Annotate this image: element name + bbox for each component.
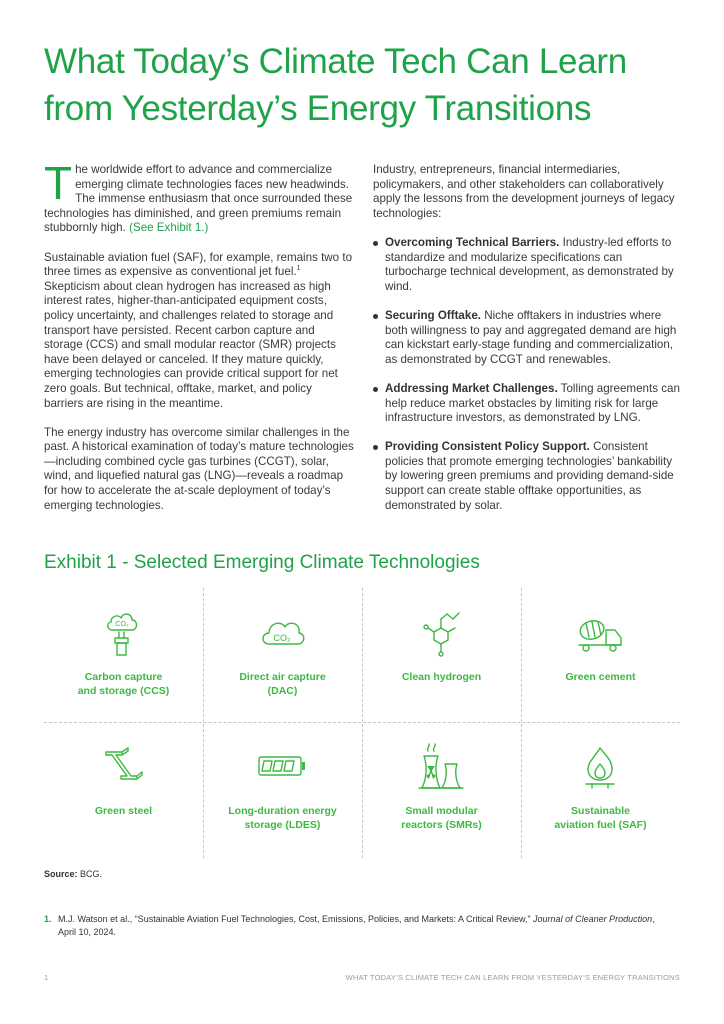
lesson-text: Niche offtakers in industries where both willingness to pay and aggregated demand are high can kickstart early-stage funding and commercialization, as demonstrated by CCGT and renewables. — [385, 308, 677, 366]
drop-cap: T — [44, 157, 73, 209]
lesson-title: Securing Offtake. — [385, 308, 481, 322]
history-paragraph: The energy industry has overcome similar challenges in the past. A historical examination of today’s mature technologies—including combined cycle gas turbines (CCGT), solar, wind, and liquefied natural gas (LNG)—reveals a roadmap for how to accelerate the at-scale deployment of today’s emerging technologies. — [44, 425, 354, 512]
page-title: What Today’s Climate Tech Can Learn from Yesterday’s Energy Transitions — [44, 42, 627, 128]
footnote-number: 1. — [44, 914, 52, 924]
tech-label: Clean hydrogen — [401, 671, 482, 683]
saf-text-a: Sustainable aviation fuel (SAF), for example, remains two to three times as expensive as conventional jet fuel. — [44, 250, 353, 279]
lesson-item — [373, 236, 683, 294]
lesson-title: Providing Consistent Policy Support. — [385, 440, 590, 454]
source-note — [44, 869, 102, 879]
co2-cloud-chimney-icon — [98, 608, 148, 658]
co2-label: CO₂ — [115, 621, 129, 628]
intro-paragraph — [44, 157, 354, 236]
lesson-text: Industry-led efforts to standardize and modularize specifications can turbocharge technical development, as demonstrated by wind. — [385, 235, 674, 293]
journal-name: Journal of Cleaner Production — [533, 914, 653, 924]
saf-text-b: Skepticism about clean hydrogen has increased as high interest rates, higher-than-anticipated equipment costs, policy uncertainty, and challenges related to storage and transport have persisted. Recent carbon capture and storage (CCS) and small modular reactor (SMR) projects have been delayed or canceled. If they mature quickly, emerging technologies can provide critical support for net zero goals. But technical, offtake, market, and policy barriers are rising in the meantime. — [44, 279, 338, 410]
steel-beam-icon — [98, 742, 148, 792]
tech-ldes — [203, 722, 362, 856]
tech-label: Carbon capture and storage (CCS) — [77, 671, 170, 697]
left-column — [44, 157, 354, 528]
tech-green-cement — [521, 588, 680, 722]
nuclear-reactor-icon — [416, 742, 466, 792]
tech-ccs — [44, 588, 203, 722]
tech-label: Direct air capture (DAC) — [239, 671, 326, 697]
lesson-title: Addressing Market Challenges. — [385, 381, 558, 395]
lessons-list — [373, 236, 683, 513]
tech-saf — [521, 722, 680, 856]
exhibit-reference-link[interactable]: (See Exhibit 1.) — [129, 221, 209, 235]
tech-label: Sustainable aviation fuel (SAF) — [554, 805, 647, 831]
battery-icon — [257, 742, 307, 792]
co2-cloud-icon — [257, 608, 307, 658]
co2-label: CO₂ — [273, 633, 291, 643]
lessons-intro: Industry, entrepreneurs, financial intermediaries, policymakers, and other stakeholders can collaboratively apply the lessons from the development journeys of legacy technologies: — [373, 163, 675, 220]
exhibit-title: Exhibit 1 - Selected Emerging Climate Technologies — [44, 552, 480, 573]
tech-hydrogen — [362, 588, 521, 722]
intro-text: he worldwide effort to advance and commercialize emerging climate technologies faces new headwinds. The immense enthusiasm that once surrounded these technologies has diminished, and green premiums remain stubbornly high. — [44, 163, 353, 235]
cement-mixer-truck-icon — [575, 608, 625, 658]
source-text: BCG. — [77, 869, 103, 879]
tech-green-steel — [44, 722, 203, 856]
lesson-title: Overcoming Technical Barriers. — [385, 235, 560, 249]
molecule-icon — [416, 608, 466, 658]
lesson-item — [373, 309, 683, 367]
lesson-text: Tolling agreements can help reduce market obstacles by limiting risk for large infrastructure investors, as demonstrated by LNG. — [385, 381, 680, 425]
saf-paragraph — [44, 251, 354, 412]
lesson-item — [373, 440, 683, 513]
footnote — [44, 913, 674, 939]
footnote-reference[interactable]: 1 — [296, 265, 301, 273]
lesson-item — [373, 382, 683, 426]
flame-icon — [575, 742, 625, 792]
tech-label: Green steel — [94, 805, 153, 817]
exhibit-grid — [44, 588, 680, 858]
tech-smr — [362, 722, 521, 856]
footnote-text: M.J. Watson et al., “Sustainable Aviation Fuel Technologies, Cost, Emissions, Policies, and Markets: A Critical Review,” Journal of Cleaner Production, April 10, 2024. — [58, 914, 655, 937]
lesson-text: Consistent policies that promote emerging technologies’ bankability by lowering green premiums and providing demand-side support can create stable offtake opportunities, as demonstrated by solar. — [385, 440, 674, 512]
page-number: 1 — [44, 973, 49, 982]
source-label: Source: — [44, 869, 78, 879]
running-header: WHAT TODAY’S CLIMATE TECH CAN LEARN FROM YESTERDAY’S ENERGY TRANSITIONS — [345, 973, 680, 982]
right-column — [373, 163, 683, 528]
tech-label: Long-duration energy storage (LDES) — [228, 805, 337, 831]
tech-label: Small modular reactors (SMRs) — [401, 805, 482, 831]
tech-label: Green cement — [565, 671, 636, 683]
tech-dac — [203, 588, 362, 722]
